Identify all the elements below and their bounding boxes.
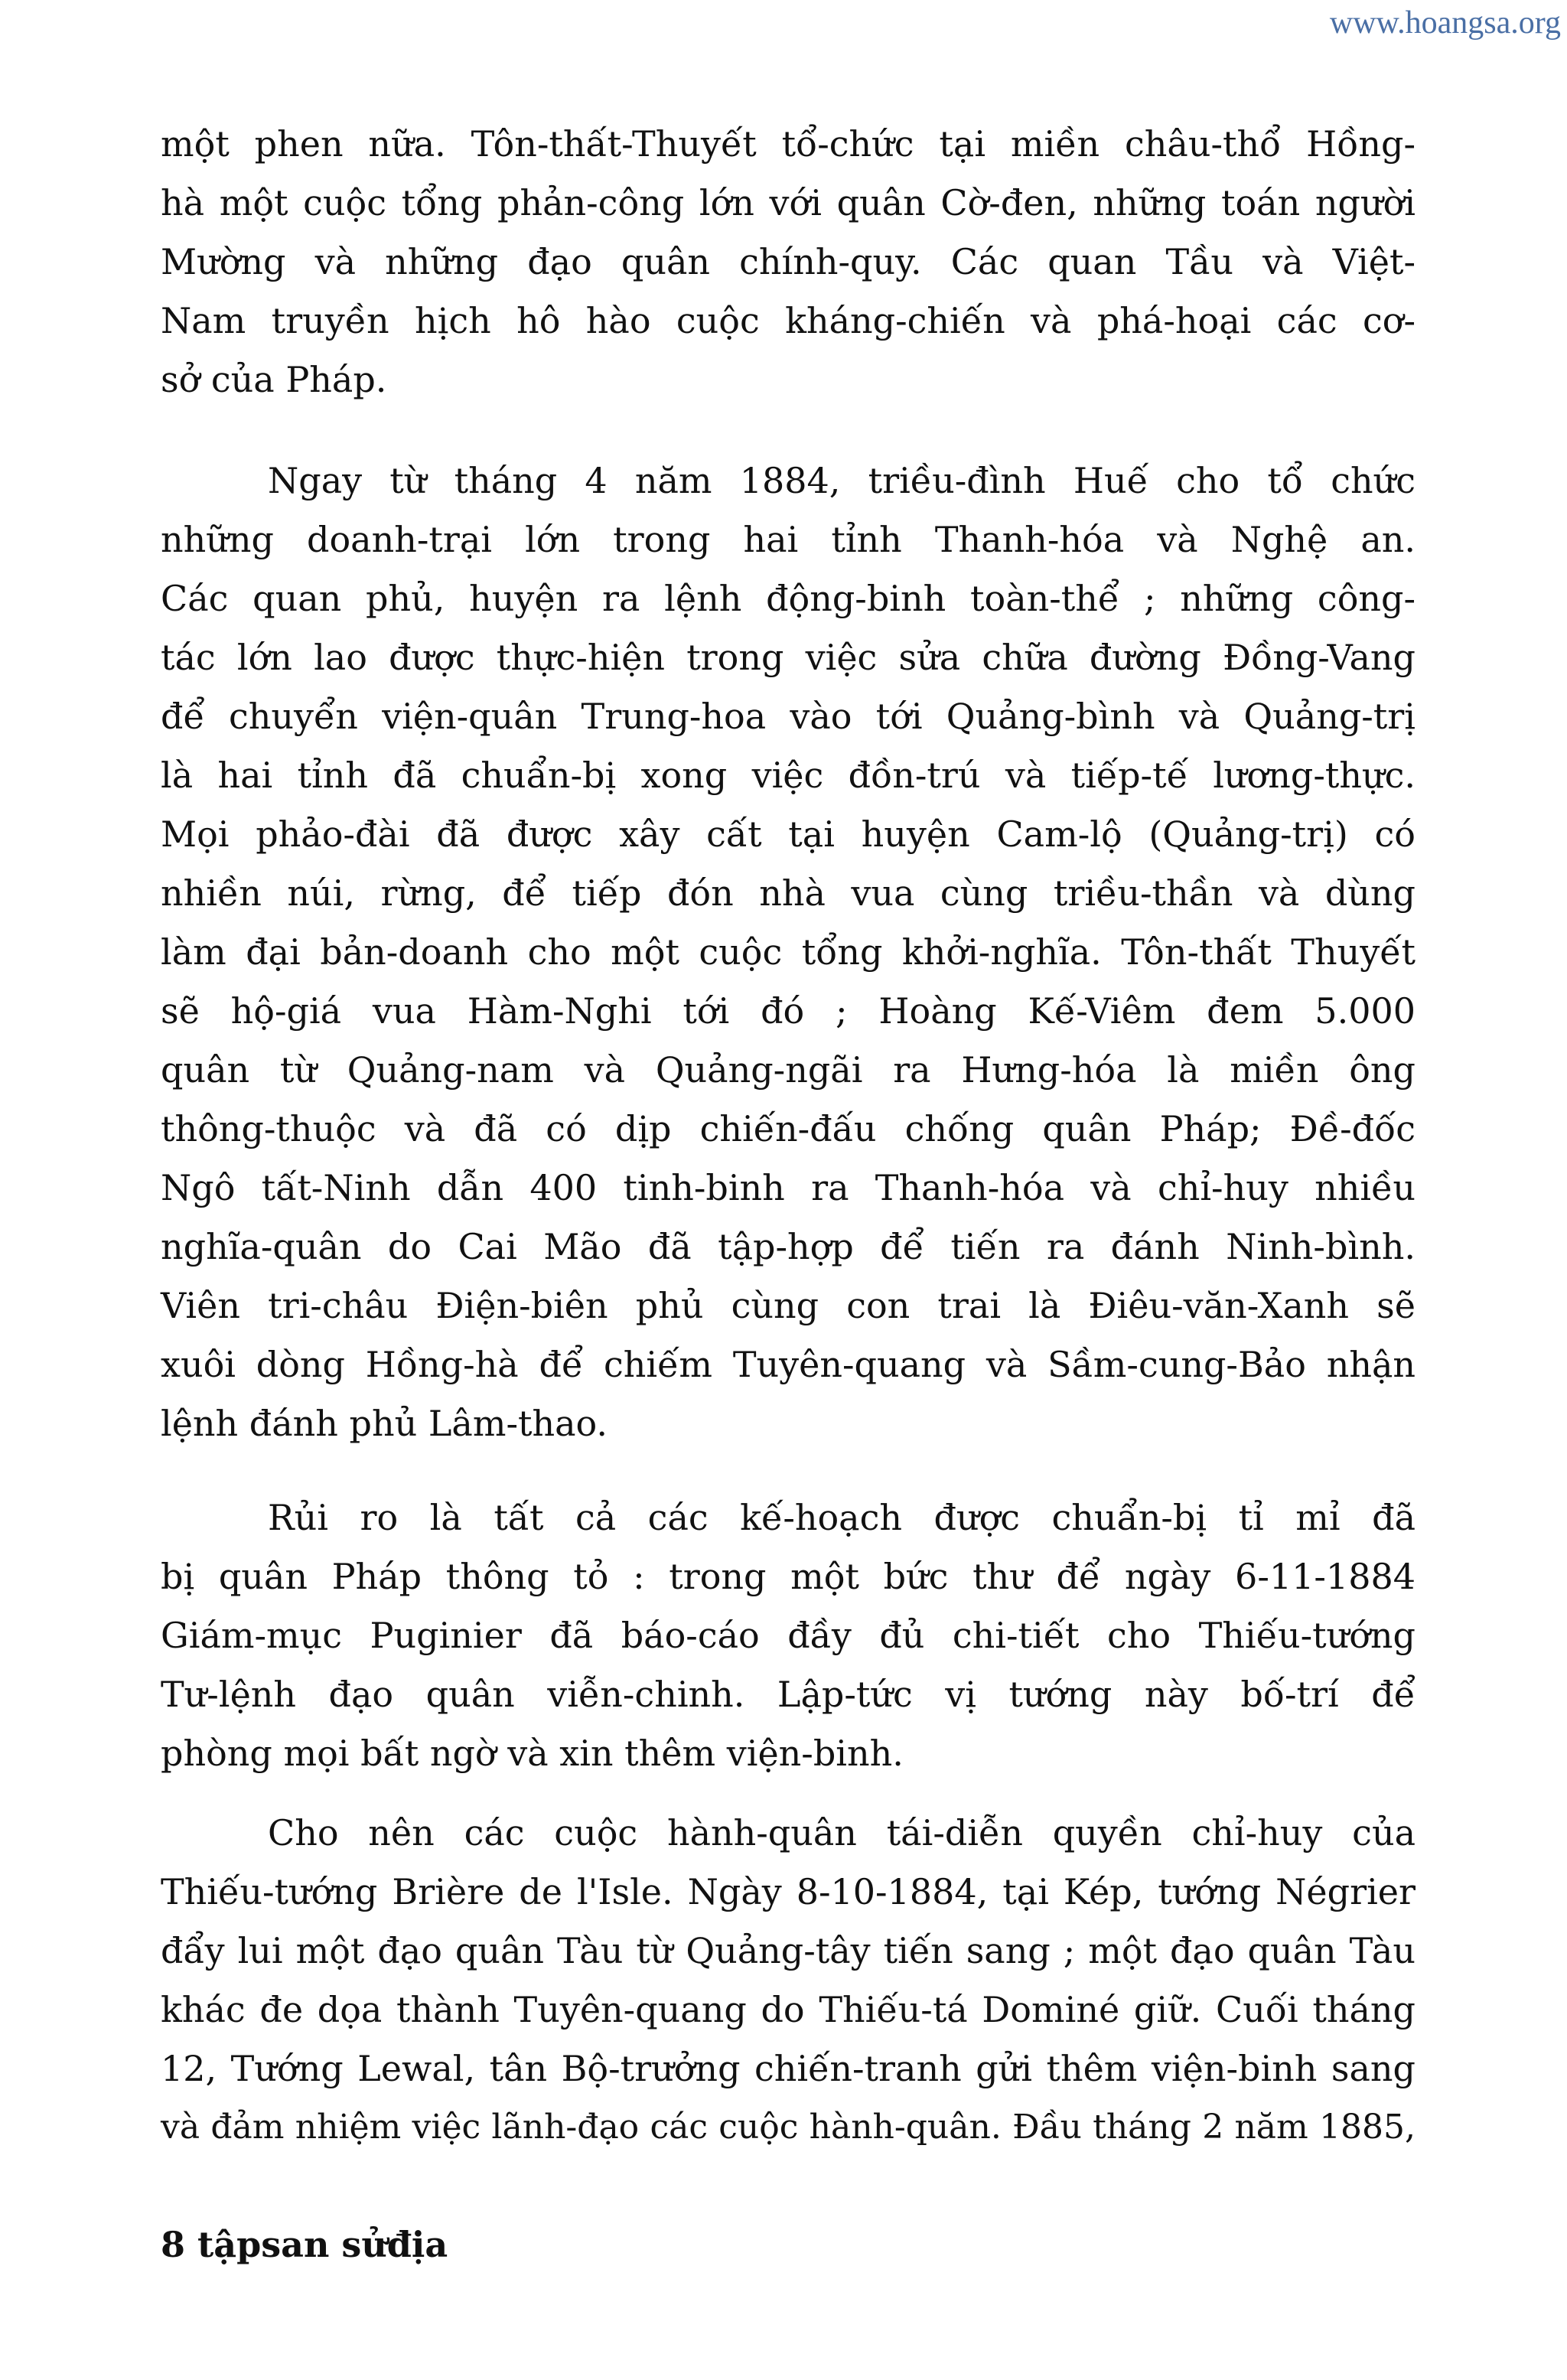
paragraph-2-line-5: để chuyển viện-quân Trung-hoa vào tới Quảng-bình và Quảng-trị [161,696,1416,737]
paragraph-1-line-3: Mường và những đạo quân chính-quy. Các quan Tầu và Việt- [161,241,1416,282]
paragraph-2-line-16: xuôi dòng Hồng-hà để chiếm Tuyên-quang và Sầm-cung-Bảo nhận [161,1344,1416,1385]
paragraph-2-line-14: nghĩa-quân do Cai Mão đã tập-hợp để tiến ra đánh Ninh-bình. [161,1226,1416,1267]
paragraph-2-line-1: Ngay từ tháng 4 năm 1884, triều-đình Huế cho tổ chức [268,460,1416,501]
paragraph-2-line-8: nhiền núi, rừng, để tiếp đón nhà vua cùng triều-thần và dùng [161,872,1416,914]
paragraph-4-line-5: 12, Tướng Lewal, tân Bộ-trưởng chiến-tranh gửi thêm viện-binh sang [161,2048,1416,2089]
paragraph-3-line-4: Tư-lệnh đạo quân viễn-chinh. Lập-tức vị tướng này bố-trí để [161,1674,1416,1715]
paragraph-1-line-1: một phen nữa. Tôn-thất-Thuyết tổ-chức tại miền châu-thổ Hồng- [161,123,1416,165]
paragraph-2-line-3: Các quan phủ, huyện ra lệnh động-binh toàn-thể ; những công- [161,578,1416,619]
paragraph-1-line-4: Nam truyền hịch hô hào cuộc kháng-chiến và phá-hoại các cơ- [161,300,1416,341]
paragraph-2-line-17: lệnh đánh phủ Lâm-thao. [161,1403,608,1444]
paragraph-2-line-7: Mọi phảo-đài đã được xây cất tại huyện Cam-lộ (Quảng-trị) có [161,813,1416,855]
paragraph-4-line-6: và đảm nhiệm việc lãnh-đạo các cuộc hành-quân. Đầu tháng 2 năm 1885, [161,2108,1416,2147]
paragraph-4-line-2: Thiếu-tướng Brière de l'Isle. Ngày 8-10-1884, tại Kép, tướng Négrier [161,1871,1416,1912]
paragraph-2-line-9: làm đại bản-doanh cho một cuộc tổng khởi-nghĩa. Tôn-thất Thuyết [161,931,1416,973]
paragraph-2-line-15: Viên tri-châu Điện-biên phủ cùng con trai là Điêu-văn-Xanh sẽ [161,1285,1416,1326]
paragraph-4-line-3: đẩy lui một đạo quân Tàu từ Quảng-tây tiến sang ; một đạo quân Tàu [161,1930,1416,1971]
paragraph-3-line-1: Rủi ro là tất cả các kế-hoạch được chuẩn-bị tỉ mỉ đã [268,1497,1416,1538]
paragraph-3-line-3: Giám-mục Puginier đã báo-cáo đầy đủ chi-tiết cho Thiếu-tướng [161,1615,1416,1656]
watermark-url: www.hoangsa.org [1329,5,1561,41]
paragraph-2-line-11: quân từ Quảng-nam và Quảng-ngãi ra Hưng-hóa là miền ông [161,1049,1416,1091]
paragraph-2-line-13: Ngô tất-Ninh dẫn 400 tinh-binh ra Thanh-hóa và chỉ-huy nhiều [161,1167,1416,1208]
paragraph-4-line-1: Cho nên các cuộc hành-quân tái-diễn quyền chỉ-huy của [268,1812,1416,1853]
page-footer: 8 tậpsan sửđịa [161,2224,448,2265]
paragraph-1-line-2: hà một cuộc tổng phản-công lớn với quân Cờ-đen, những toán người [161,182,1416,223]
paragraph-2-line-2: những doanh-trại lớn trong hai tỉnh Thanh-hóa và Nghệ an. [161,519,1416,560]
paragraph-1-line-5: sở của Pháp. [161,359,387,400]
paragraph-2-line-6: là hai tỉnh đã chuẩn-bị xong việc đồn-trú và tiếp-tế lương-thực. [161,755,1416,796]
paragraph-4-line-4: khác đe dọa thành Tuyên-quang do Thiếu-tá Dominé giữ. Cuối tháng [161,1989,1416,2030]
paragraph-2-line-10: sẽ hộ-giá vua Hàm-Nghi tới đó ; Hoàng Kế-Viêm đem 5.000 [161,990,1416,1032]
paragraph-2-line-12: thông-thuộc và đã có dịp chiến-đấu chống quân Pháp; Đề-đốc [161,1108,1416,1149]
paragraph-2-line-4: tác lớn lao được thực-hiện trong việc sửa chữa đường Đồng-Vang [161,637,1416,678]
paragraph-3-line-5: phòng mọi bất ngờ và xin thêm viện-binh. [161,1733,904,1774]
paragraph-3-line-2: bị quân Pháp thông tỏ : trong một bức thư để ngày 6-11-1884 [161,1556,1416,1597]
